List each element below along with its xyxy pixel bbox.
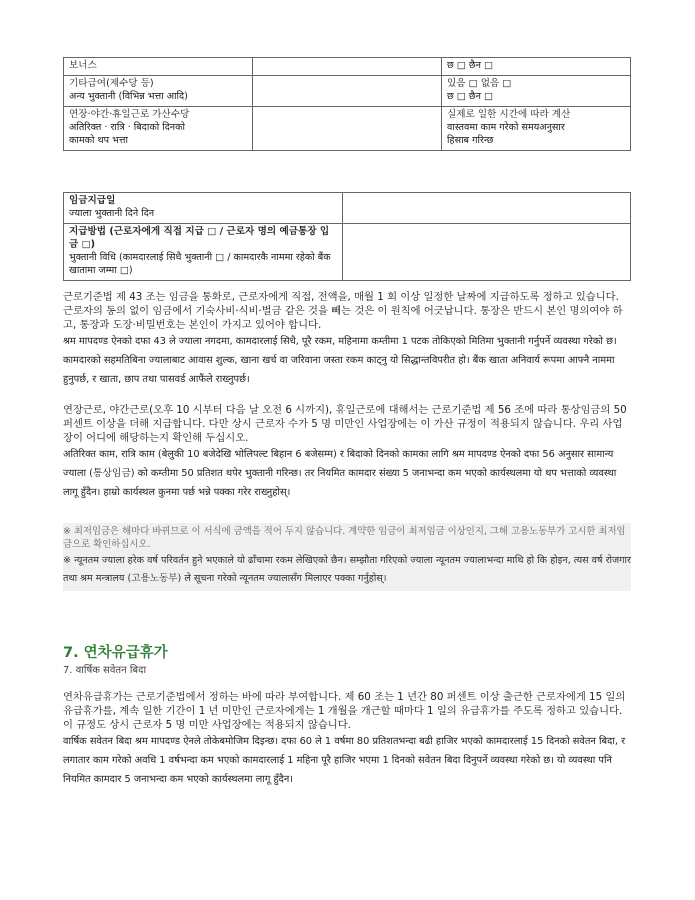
- payment-method-value[interactable]: [343, 223, 631, 280]
- item-label-other-pay: 기타급여(제수당 등) अन्य भुक्तानी (विभिन्न भत्ता आदि): [64, 75, 253, 106]
- table-row: [64, 58, 631, 76]
- item-note-overtime: 실제로 일한 시간에 따라 계산 वास्तवमा काम गरेको समयअनुसार हिसाब गरिन्छ: [442, 106, 631, 150]
- payment-method-label-ne: भुक्तानी विधि (कामदारलाई सिधै भुक्तानी □ / कामदारकै नाममा रहेको बैंक खातामा जम्मा □): [69, 251, 331, 276]
- item-option-other-pay[interactable]: 있음 □ 없음 □ छ □ छैन □: [442, 75, 631, 106]
- paragraph-ne: श्रम मापदण्ड ऐनको दफा 43 ले ज्याला नगदमा, कामदारलाई सिधै, पूरै रकम, महिनामा कम्तीमा 1 पटक तोकिएको मितिमा भुक्तानी गर्नुपर्ने व्यवस्था गरेको छ। कामदारको सहमतिबिना ज्यालाबाट आवास शुल्क, खाना खर्च वा जरिवाना जस्ता रकम काट्नु यो सिद्धान्तविपरीत हो। बैंक खाता अनिवार्य रूपमा आफ्नै नाममा हुनुपर्छ, र खाता, छाप तथा पासवर्ड आफैंले राख्नुपर्छ।: [63, 336, 617, 386]
- payment-table: [63, 192, 631, 281]
- paragraph-ko: 근로기준법 제 43 조는 임금을 통화로, 근로자에게 직접, 전액을, 매월 1 회 이상 일정한 날짜에 지급하도록 정하고 있습니다. 근로자의 동의 없이 임금에서 기숙사비·식비·벌금 같은 것을 빼는 것은 이 원칙에 어긋납니다. 통장은 반드시 본인 명의여야 하고, 통장과 도장·비밀번호는 본인이 가지고 있어야 합니다.: [63, 291, 623, 331]
- payday-label: 임금지급일: [69, 195, 116, 206]
- paragraph-ko: 연장근로, 야간근로(오후 10 시부터 다음 날 오전 6 시까지), 휴일근로에 대해서는 근로기준법 제 56 조에 따라 통상임금의 50 퍼센트 이상을 더해 지급합니다. 다만 상시 근로자 수가 5 명 미만인 사업장에는 이 가산 규정이 적용되지 않습니다. 우리 사업장이 어디에 해당하는지 확인해 두십시오.: [63, 404, 627, 444]
- payday-label-cell: [64, 193, 343, 224]
- table-row: [64, 75, 631, 106]
- payday-label-ne: ज्याला भुक्तानी दिने दिन: [69, 207, 155, 219]
- item-amount-other-pay[interactable]: [253, 75, 442, 106]
- annual-leave-explanation: [63, 690, 631, 789]
- item-amount-overtime[interactable]: [253, 106, 442, 150]
- item-amount-bonus[interactable]: [253, 58, 442, 76]
- table-row: [64, 223, 631, 280]
- section-heading: 7. 연차유급휴가: [63, 645, 168, 661]
- item-label-overtime: 연장·야간·휴일근로 가산수당 अतिरिक्त · रात्रि · बिदाको दिनको कामको थप भत्ता: [64, 106, 253, 150]
- note-ne: ※ न्यूनतम ज्याला हरेक वर्ष परिवर्तन हुने भएकाले यो ढाँचामा रकम लेखिएको छैन। सम्झौता गरिएको ज्याला न्यूनतम ज्यालाभन्दा माथि हो कि होइन, त्यस वर्ष रोजगार तथा श्रम मन्त्रालय (고용노동부) ले सूचना गरेको न्यूनतम ज्यालासँग मिलाएर पक्का गर्नुहोस्।: [63, 554, 631, 584]
- paragraph-ne: अतिरिक्त काम, रात्रि काम (बेलुकी 10 बजेदेखि भोलिपल्ट बिहान 6 बजेसम्म) र बिदाको दिनको कामका लागि श्रम मापदण्ड ऐनको दफा 56 अनुसार सामान्य ज्याला (통상임금) को कम्तीमा 50 प्रतिशत थपेर भुक्तानी गरिन्छ। तर नियमित कामदार संख्या 5 जनाभन्दा कम भएको कार्यस्थलमा यो थप भत्ताको व्यवस्था लागू हुँदैन। हाम्रो कार्यस्थल कुनमा पर्छ भन्ने पक्का गरेर राख्नुहोस्।: [63, 449, 617, 499]
- note-ko: ※ 최저임금은 해마다 바뀌므로 이 서식에 금액을 적어 두지 않습니다. 계약한 임금이 최저임금 이상인지, 그해 고용노동부가 고시한 최저임금으로 확인하십시오.: [63, 526, 626, 551]
- minimum-wage-note: [63, 523, 631, 591]
- overtime-explanation: [63, 403, 631, 502]
- payment-method-cell: [64, 223, 343, 280]
- payment-method-label: 지급방법 (근로자에게 직접 지급 □ / 근로자 명의 예금통장 입금 □): [69, 225, 330, 250]
- paragraph-ne: वार्षिक सवेतन बिदा श्रम मापदण्ड ऐनले तोकेबमोजिम दिइन्छ। दफा 60 ले 1 वर्षमा 80 प्रतिशतभन्दा बढी हाजिर भएको कामदारलाई 15 दिनको सवेतन बिदा, र लगातार काम गरेको अवधि 1 वर्षभन्दा कम भएको कामदारलाई 1 महिना पूरै हाजिर भएमा 1 दिनको सवेतन बिदा दिनुपर्ने व्यवस्था गरेको छ। यो व्यवस्था पनि नियमित कामदार 5 जनाभन्दा कम भएको कार्यस्थलमा लागू हुँदैन।: [63, 736, 626, 786]
- table-row: [64, 106, 631, 150]
- wage-items-table: [63, 57, 631, 151]
- item-label-bonus: 보너스: [64, 58, 253, 76]
- section-subheading: 7. वार्षिक सवेतन बिदा: [63, 665, 147, 676]
- table-row: [64, 193, 631, 224]
- payday-value[interactable]: [343, 193, 631, 224]
- paragraph-ko: 연차유급휴가는 근로기준법에서 정하는 바에 따라 부여합니다. 제 60 조는 1 년간 80 퍼센트 이상 출근한 근로자에게 15 일의 유급휴가를, 계속 일한 기간이 1 년 미만인 근로자에게는 1 개월을 개근할 때마다 1 일의 유급휴가를 주도록 정하고 있습니다. 이 규정도 상시 근로자 5 명 미만 사업장에는 적용되지 않습니다.: [63, 691, 626, 731]
- wage-payment-explanation: [63, 290, 631, 389]
- item-option-bonus[interactable]: छ □ छैन □: [442, 58, 631, 76]
